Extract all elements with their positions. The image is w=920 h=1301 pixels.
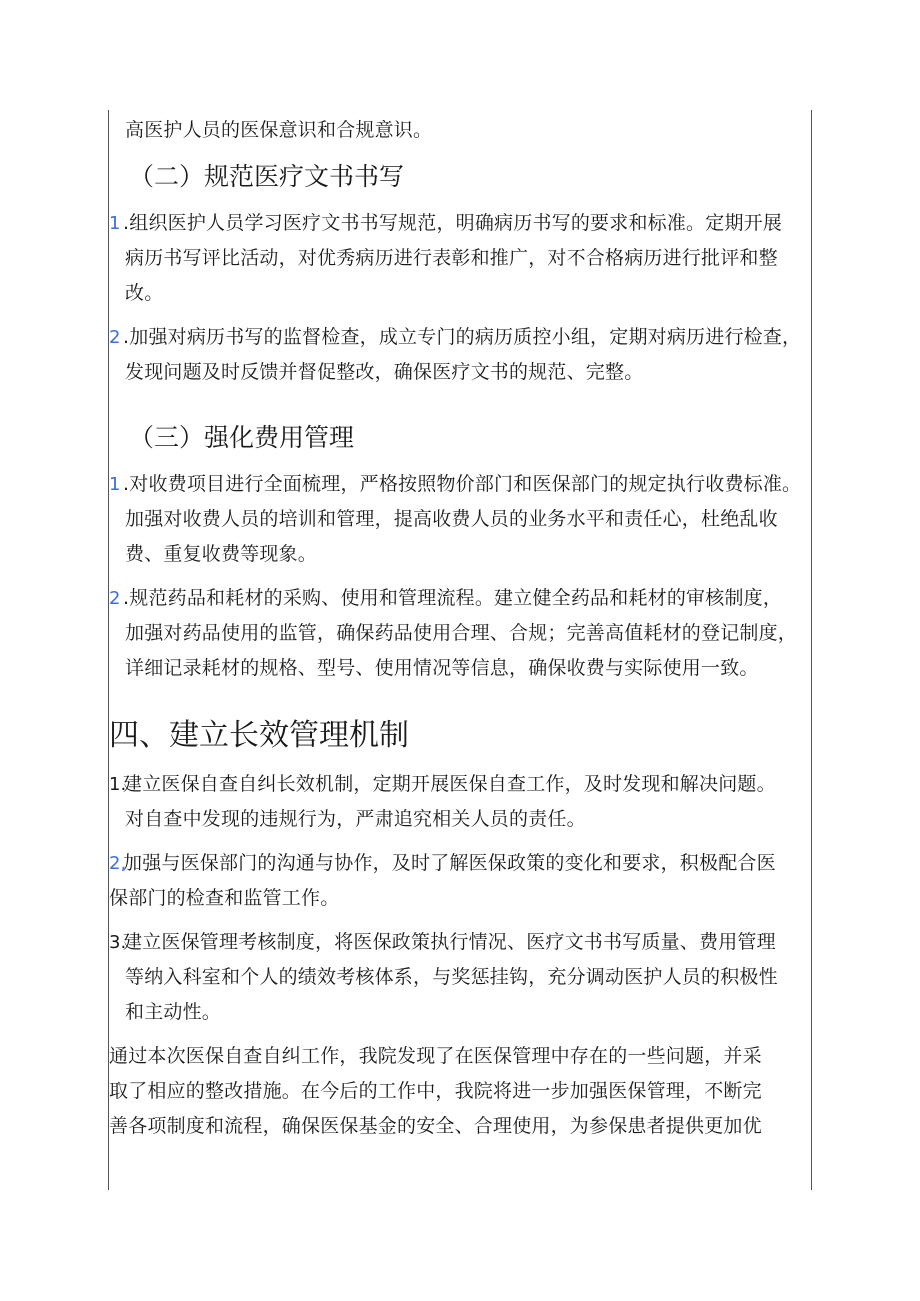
- section-3-item-1: [109, 467, 811, 572]
- section-4-item-2: [109, 846, 811, 916]
- closing-line: 通过本次医保自查自纠工作，我院发现了在医保管理中存在的一些问题，并采: [109, 1045, 762, 1067]
- intro-tail-line: 高医护人员的医保意识和合规意识。: [125, 119, 433, 141]
- item-line: 保部门的检查和监管工作。: [109, 887, 340, 909]
- item-line: .组织医护人员学习医疗文书书写规范，明确病历书写的要求和标准。定期开展: [123, 212, 783, 234]
- item-line: 等纳入科室和个人的绩效考核体系，与奖惩挂钩，充分调动医护人员的积极性: [125, 966, 778, 988]
- list-marker: 2,: [109, 853, 127, 874]
- item-line: 详细记录耗材的规格、型号、使用情况等信息，确保收费与实际使用一致。: [125, 657, 759, 679]
- item-line: 改。: [125, 282, 164, 304]
- section-3-heading: （三）强化费用管理: [129, 423, 355, 452]
- item-line: 加强与医保部门的沟通与协作，及时了解医保政策的变化和要求，积极配合医: [123, 852, 776, 874]
- item-line: 建立医保自查自纠长效机制，定期开展医保自查工作，及时发现和解决问题。: [123, 773, 776, 795]
- list-marker: 1: [109, 213, 121, 234]
- section-4-item-3: [109, 925, 811, 1030]
- item-line: 加强对收费人员的培训和管理，提高收费人员的业务水平和责任心，杜绝乱收: [125, 508, 778, 530]
- list-marker: 1: [109, 474, 121, 495]
- document-body: [109, 113, 811, 1144]
- right-border-line: [811, 110, 812, 1190]
- item-line: 病历书写评比活动，对优秀病历进行表彰和推广，对不合格病历进行批评和整: [125, 247, 778, 269]
- item-line: 和主动性。: [125, 1001, 222, 1023]
- list-marker: 2: [109, 327, 121, 348]
- item-line: 对自查中发现的违规行为，严肃追究相关人员的责任。: [125, 808, 586, 830]
- item-line: .规范药品和耗材的采购、使用和管理流程。建立健全药品和耗材的审核制度，: [123, 587, 783, 609]
- item-line: 发现问题及时反馈并督促整改，确保医疗文书的规范、完整。: [125, 361, 644, 383]
- section-3-item-2: [109, 581, 811, 686]
- section-2-item-2: [109, 320, 811, 390]
- list-marker: 2: [109, 588, 121, 609]
- section-2-item-1: [109, 206, 811, 311]
- closing-paragraph: [109, 1039, 811, 1144]
- closing-line: 善各项制度和流程，确保医保基金的安全、合理使用，为参保患者提供更加优: [109, 1115, 762, 1137]
- section-4-item-1: [109, 767, 811, 837]
- item-line: 加强对药品使用的监管，确保药品使用合理、合规；完善高值耗材的登记制度，: [125, 622, 798, 644]
- section-2-heading: （二）规范医疗文书书写: [129, 162, 405, 191]
- item-line: .对收费项目进行全面梳理，严格按照物价部门和医保部门的规定执行收费标准。: [123, 473, 802, 495]
- item-line: 费、重复收费等现象。: [125, 543, 318, 565]
- list-marker: 3.: [109, 932, 127, 953]
- closing-line: 取了相应的整改措施。在今后的工作中，我院将进一步加强医保管理，不断完: [109, 1080, 762, 1102]
- list-marker: 1.: [109, 774, 127, 795]
- item-line: .加强对病历书写的监督检查，成立专门的病历质控小组，定期对病历进行检查，: [123, 326, 802, 348]
- section-4-heading: 四、建立长效管理机制: [109, 718, 409, 753]
- item-line: 建立医保管理考核制度，将医保政策执行情况、医疗文书书写质量、费用管理: [123, 931, 776, 953]
